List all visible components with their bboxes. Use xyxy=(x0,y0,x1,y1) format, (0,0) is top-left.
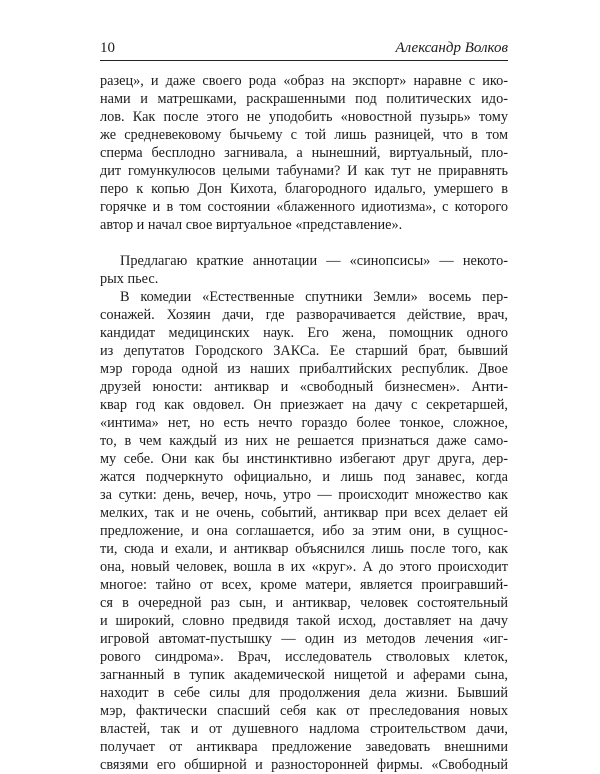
paragraph-gap xyxy=(100,234,508,252)
text-line: перо к копью Дон Кихота, благородного идальго, умершего в xyxy=(100,181,508,197)
text-line: властей, так и от душевного надлома строительством дачи, xyxy=(100,721,508,737)
text-line: она, новый человек, вошла в их «круг». А до этого происходит xyxy=(100,559,508,575)
text-line: друзей юности: антиквар и «свободный бизнесмен». Анти- xyxy=(100,379,508,395)
text-line: В комедии «Естественные спутники Земли» восемь пер- xyxy=(120,289,508,305)
text-line: ся в очередной раз сын, и антиквар, человек состоятельный xyxy=(100,595,508,611)
text-line: горячке и в том состоянии «блаженного идиотизма», с которого xyxy=(100,199,508,215)
text-line: квар год как овдовел. Он приезжает на дачу с секретаршей, xyxy=(100,397,508,413)
text-line: жатся подчеркнуто официально, и лишь под занавес, когда xyxy=(100,469,508,485)
text-line: сперма бесплодно загнивала, а нынешний, виртуальный, пло- xyxy=(100,145,508,161)
text-line: «интима» нет, но есть нечто гораздо более тонкое, сложное, xyxy=(100,415,508,431)
text-line: предложение, и она соглашается, ибо за этим они, в сущнос- xyxy=(100,523,508,539)
text-line: автор и начал свое виртуальное «представление». xyxy=(100,217,403,233)
text-line: ти, сюда и ехали, и антиквар объяснился лишь после того, как xyxy=(100,541,508,557)
text-line: мэр города одной из наших прибалтийских республик. Двое xyxy=(100,361,508,377)
body-text xyxy=(100,72,508,774)
text-line: разец», и даже своего рода «образ на экспорт» наравне с ико- xyxy=(100,73,508,89)
text-line: получает от антиквара предложение заведовать внешними xyxy=(100,739,508,755)
text-line: сонажей. Хозяин дачи, где разворачивается действие, врач, xyxy=(100,307,508,323)
running-head-author: Александр Волков xyxy=(395,40,508,56)
paragraph xyxy=(100,72,508,234)
paragraph xyxy=(100,252,508,288)
text-line: рового синдрома». Врач, исследователь стволовых клеток, xyxy=(100,649,508,665)
text-line: му себе. Они как бы инстинктивно избегают друг друга, дер- xyxy=(100,451,508,467)
text-line: кандидат медицинских наук. Его жена, помощник одного xyxy=(100,325,508,341)
text-line: загнанный в тупик академической нищетой и аферами сына, xyxy=(100,667,508,683)
text-line: то, в чем каждый из них не решается признаться даже само- xyxy=(100,433,508,449)
text-line: дит гомункулюсов целыми табунами? И как тут не приравнять xyxy=(100,163,508,179)
text-line: мэр, фактически спасший себя как от преследования новых xyxy=(100,703,508,719)
text-line: игровой автомат-пустышку — один из методов лечения «иг- xyxy=(100,631,508,647)
paragraph xyxy=(100,288,508,774)
text-line: лов. Как после этого не уподобить «новостной пузырь» тому xyxy=(100,109,508,125)
text-line: многое: тайно от всех, кроме матери, является проигравший- xyxy=(100,577,508,593)
page-header xyxy=(100,38,508,61)
text-line: связями его обширной и разносторонней фирмы. «Свободный xyxy=(100,757,508,773)
text-line: находит в себе силы для продолжения дела жизни. Бывший xyxy=(100,685,508,701)
text-line: за сутки: день, вечер, ночь, утро — происходит множество как xyxy=(100,487,508,503)
text-line: и широкий, словно предвидя такой исход, доставляет на дачу xyxy=(100,613,508,629)
text-line: нами и матрешками, раскрашенными под политических идо- xyxy=(100,91,508,107)
text-line: из депутатов Городского ЗАКСа. Ее старший брат, бывший xyxy=(100,343,508,359)
text-line: же средневековому бычьему с той лишь разницей, что в том xyxy=(100,127,508,143)
text-line: мелких, так и не очень, событий, антиквар при всех делает ей xyxy=(100,505,508,521)
page-number: 10 xyxy=(100,40,115,56)
text-line: Предлагаю краткие аннотации — «синопсисы» — некото- xyxy=(120,253,508,269)
text-line: рых пьес. xyxy=(100,271,159,287)
